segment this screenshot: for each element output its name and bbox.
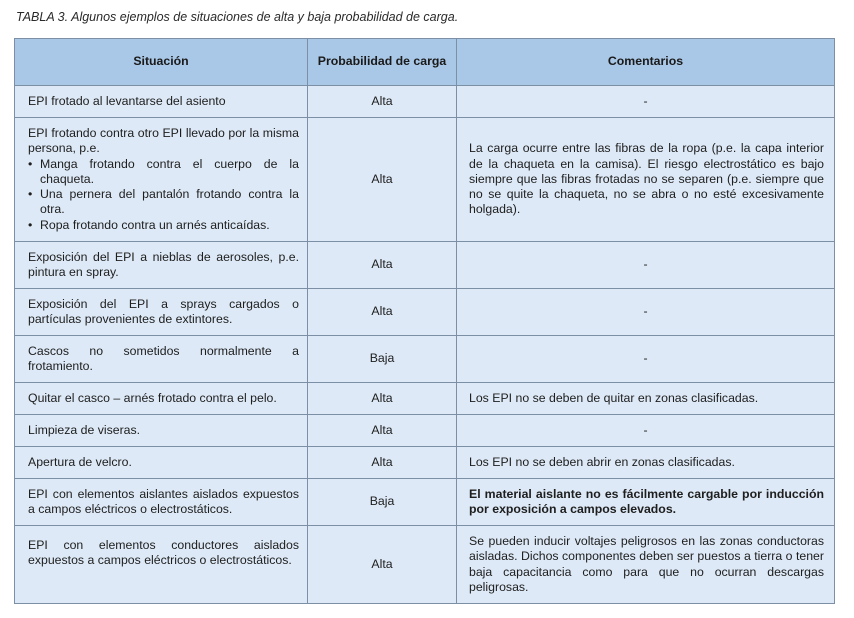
- probabilidad-cell: Alta: [308, 447, 457, 479]
- situacion-cell: Exposición del EPI a sprays cargados o partículas provenientes de extintores.: [15, 289, 308, 336]
- table-caption: TABLA 3. Algunos ejemplos de situaciones de alta y baja probabilidad de carga.: [16, 10, 459, 24]
- situacion-cell: Quitar el casco – arnés frotado contra el pelo.: [15, 383, 308, 415]
- probabilidad-cell: Alta: [308, 415, 457, 447]
- situacion-cell: Apertura de velcro.: [15, 447, 308, 479]
- probabilidad-cell: Alta: [308, 383, 457, 415]
- comentario-cell: -: [457, 336, 835, 383]
- header-probabilidad: Probabilidad de carga: [308, 39, 457, 86]
- situacion-intro: EPI frotando contra otro EPI llevado por la misma persona, p.e.: [28, 126, 299, 156]
- bullet-list: [28, 157, 299, 233]
- header-situacion: Situación: [15, 39, 308, 86]
- header-comentarios: Comentarios: [457, 39, 835, 86]
- comentario-cell: -: [457, 86, 835, 118]
- table-row: [15, 289, 835, 336]
- table-row: [15, 118, 835, 242]
- table-row: [15, 447, 835, 479]
- probabilidad-cell: Alta: [308, 86, 457, 118]
- situacion-cell: Exposición del EPI a nieblas de aerosoles, p.e. pintura en spray.: [15, 242, 308, 289]
- situacion-cell: [15, 118, 308, 242]
- comentario-cell: La carga ocurre entre las fibras de la ropa (p.e. la capa interior de la chaqueta en la camisa). El riesgo electrostático es bajo siempre que las fibras frotadas no se separen (p.e. siempre que no se quite la chaqueta, no se abra o no esté excesivamente holgada).: [457, 118, 835, 242]
- table-row: [15, 86, 835, 118]
- comentario-cell: -: [457, 242, 835, 289]
- comentario-cell: Los EPI no se deben abrir en zonas clasificadas.: [457, 447, 835, 479]
- comentario-cell: -: [457, 415, 835, 447]
- comentario-cell: Se pueden inducir voltajes peligrosos en las zonas conductoras aisladas. Dichos componentes deben ser puestos a tierra o tener baja capacitancia como para que no ocurran descargas peligrosas.: [457, 526, 835, 604]
- probability-table: [14, 38, 835, 604]
- probabilidad-cell: Baja: [308, 479, 457, 526]
- situacion-cell: EPI frotado al levantarse del asiento: [15, 86, 308, 118]
- table-row: [15, 479, 835, 526]
- probabilidad-cell: Alta: [308, 289, 457, 336]
- header-row: [15, 39, 835, 86]
- bullet-item: • Manga frotando contra el cuerpo de la chaqueta.: [28, 157, 299, 187]
- table-row: [15, 336, 835, 383]
- table-row: [15, 415, 835, 447]
- probabilidad-cell: Alta: [308, 526, 457, 604]
- bullet-item: • Ropa frotando contra un arnés anticaídas.: [28, 218, 299, 233]
- bullet-item: • Una pernera del pantalón frotando contra la otra.: [28, 187, 299, 217]
- comentario-cell: -: [457, 289, 835, 336]
- situacion-cell: Limpieza de viseras.: [15, 415, 308, 447]
- situacion-cell: EPI con elementos conductores aislados expuestos a campos eléctricos o electrostáticos.: [15, 526, 308, 604]
- situacion-cell: EPI con elementos aislantes aislados expuestos a campos eléctricos o electrostáticos.: [15, 479, 308, 526]
- probabilidad-cell: Alta: [308, 118, 457, 242]
- table-row: [15, 383, 835, 415]
- table-row: [15, 242, 835, 289]
- probabilidad-cell: Alta: [308, 242, 457, 289]
- probabilidad-cell: Baja: [308, 336, 457, 383]
- comentario-cell: El material aislante no es fácilmente cargable por inducción por exposición a campos elevados.: [457, 479, 835, 526]
- situacion-cell: Cascos no sometidos normalmente a frotamiento.: [15, 336, 308, 383]
- table-row: [15, 526, 835, 604]
- comentario-cell: Los EPI no se deben de quitar en zonas clasificadas.: [457, 383, 835, 415]
